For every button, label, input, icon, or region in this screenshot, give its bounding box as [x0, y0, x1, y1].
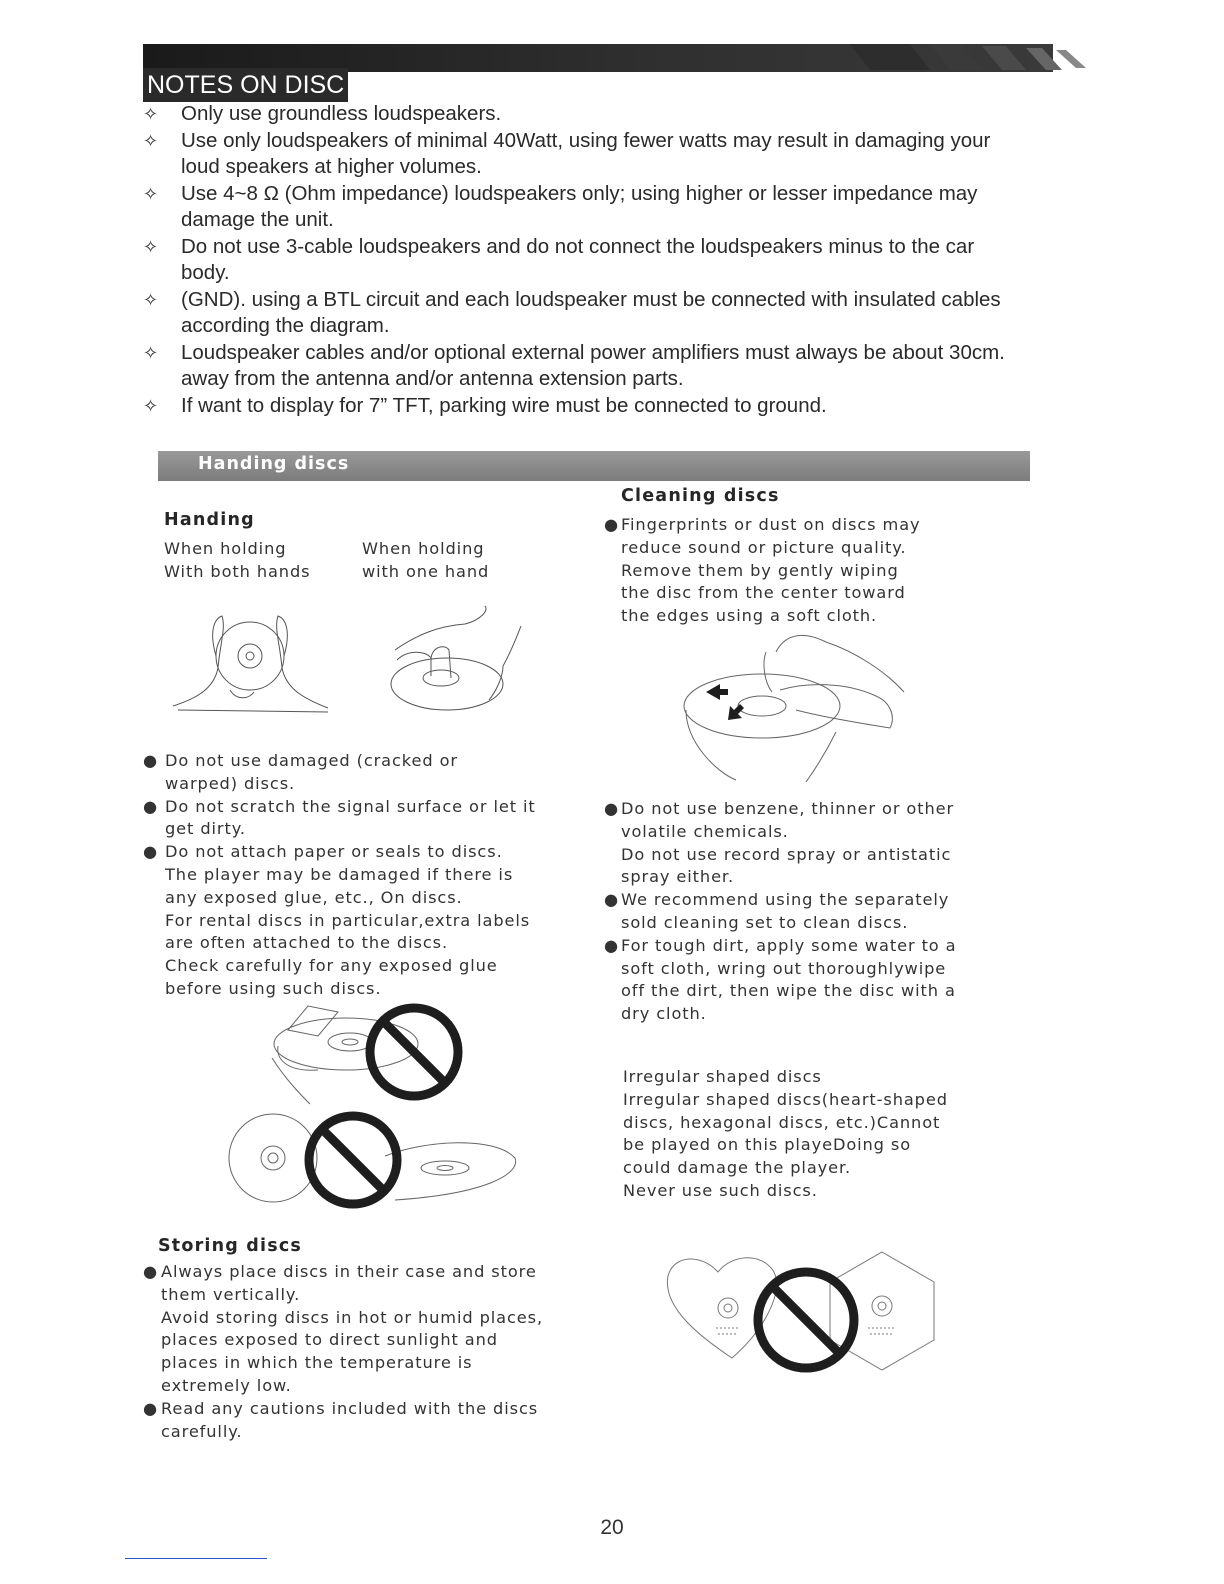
- list-text: warped) discs.: [165, 773, 296, 793]
- bullet-dot-icon: ●: [604, 890, 620, 910]
- list-text: are often attached to the discs.: [165, 933, 449, 953]
- cleaning-intro: [604, 514, 1024, 628]
- four-point-star-icon: ✧: [143, 395, 159, 416]
- handing-heading: Handing: [164, 510, 255, 530]
- note-item: [143, 181, 1098, 234]
- handing-bullets: [143, 750, 613, 1001]
- note-text: Loudspeaker cables and/or optional external power amplifiers must always be about 30cm.: [181, 340, 1005, 364]
- list-text: places exposed to direct sunlight and: [161, 1330, 498, 1350]
- list-text: get dirty.: [165, 819, 246, 839]
- note-text: (GND). using a BTL circuit and each loudspeaker must be connected with insulated cables: [181, 287, 1001, 311]
- list-text: Do not use record spray or antistatic: [621, 844, 952, 864]
- list-text: carefully.: [161, 1421, 243, 1441]
- paragraph-line: discs, hexagonal discs, etc.)Cannot: [623, 1112, 941, 1132]
- bullet-dot-icon: ●: [604, 515, 620, 534]
- section-title: Handing discs: [198, 454, 350, 474]
- paragraph-line: Irregular shaped discs: [623, 1067, 822, 1086]
- list-item: [143, 796, 613, 842]
- list-text: dry cloth.: [621, 1004, 707, 1024]
- list-text: volatile chemicals.: [621, 821, 789, 841]
- irregular-discs-prohibited-illustration: [662, 1248, 942, 1378]
- note-item: [143, 128, 1098, 181]
- one-hand-disc-illustration: [385, 606, 535, 718]
- prohibit-icon: [370, 1008, 458, 1096]
- list-item: [143, 841, 613, 1001]
- paragraph-line: be played on this playeDoing so: [623, 1135, 912, 1155]
- list-text: Check carefully for any exposed glue: [165, 956, 498, 976]
- list-text: sold cleaning set to clean discs.: [621, 912, 909, 932]
- list-text: before using such discs.: [165, 978, 382, 998]
- note-text: Only use groundless loudspeakers.: [181, 102, 502, 125]
- list-item: [604, 889, 1024, 935]
- note-text: away from the antenna and/or antenna extension parts.: [181, 367, 684, 390]
- bullet-dot-icon: ●: [143, 842, 159, 862]
- both-hands-caption: [164, 538, 310, 584]
- header-stripes-decoration: [850, 40, 1090, 80]
- list-text: Do not use benzene, thinner or other: [621, 799, 955, 818]
- list-text: places in which the temperature is: [161, 1353, 473, 1373]
- prohibit-icon: [309, 1116, 397, 1204]
- section-band-handing-discs: [158, 451, 1030, 481]
- storing-heading: Storing discs: [158, 1236, 303, 1256]
- list-item: [604, 935, 1024, 1026]
- irregular-discs-text: [623, 1066, 1043, 1203]
- list-text: For rental discs in particular,extra labels: [165, 910, 531, 930]
- list-item: [143, 1261, 613, 1398]
- list-item: [143, 750, 613, 796]
- note-text: loud speakers at higher volumes.: [181, 155, 482, 178]
- list-text: the disc from the center toward: [621, 583, 906, 603]
- list-text: Avoid storing discs in hot or humid places,: [161, 1307, 544, 1327]
- note-text: If want to display for 7” TFT, parking wire must be connected to ground.: [181, 393, 827, 417]
- list-item: [604, 514, 1024, 628]
- list-text: Do not scratch the signal surface or let it: [165, 796, 536, 816]
- paragraph-line: Irregular shaped discs(heart-shaped: [623, 1089, 948, 1109]
- list-text: Read any cautions included with the discs: [161, 1398, 539, 1418]
- paragraph-line: Never use such discs.: [623, 1180, 818, 1200]
- list-text: Remove them by gently wiping: [621, 560, 899, 580]
- note-text: Use only loudspeakers of minimal 40Watt, using fewer watts may result in damaging your: [181, 128, 991, 152]
- list-text: extremely low.: [161, 1375, 292, 1395]
- bullet-dot-icon: ●: [604, 799, 620, 818]
- list-text: Always place discs in their case and store: [161, 1262, 537, 1281]
- list-text: Do not use damaged (cracked or: [165, 751, 458, 770]
- list-text: For tough dirt, apply some water to a: [621, 935, 957, 955]
- four-point-star-icon: ✧: [143, 236, 159, 257]
- cleaning-heading: Cleaning discs: [621, 486, 780, 506]
- bullet-dot-icon: ●: [143, 796, 159, 816]
- note-item: [143, 340, 1098, 393]
- four-point-star-icon: ✧: [143, 183, 159, 204]
- list-text: The player may be damaged if there is: [165, 864, 514, 884]
- bullet-dot-icon: ●: [604, 935, 620, 955]
- four-point-star-icon: ✧: [143, 104, 159, 124]
- page-number: 20: [600, 1516, 624, 1539]
- list-text: Do not attach paper or seals to discs.: [165, 842, 503, 862]
- four-point-star-icon: ✧: [143, 289, 159, 310]
- both-hands-disc-illustration: [168, 608, 338, 718]
- bullet-dot-icon: ●: [143, 751, 159, 770]
- caption-line: With both hands: [164, 561, 311, 581]
- four-point-star-icon: ✧: [143, 130, 159, 151]
- list-text: any exposed glue, etc., On discs.: [165, 887, 463, 907]
- caption-line: When holding: [164, 539, 287, 558]
- note-text: damage the unit.: [181, 208, 334, 231]
- list-text: Fingerprints or dust on discs may: [621, 515, 921, 534]
- note-item: [143, 287, 1098, 340]
- list-item: [604, 798, 1024, 889]
- list-text: spray either.: [621, 867, 735, 887]
- page-title: NOTES ON DISC: [143, 68, 348, 102]
- note-text: according the diagram.: [181, 314, 390, 337]
- note-item: [143, 393, 1098, 420]
- list-text: off the dirt, then wipe the disc with a: [621, 981, 956, 1001]
- list-item: [143, 1398, 613, 1444]
- bullet-dot-icon: ●: [143, 1262, 159, 1281]
- paragraph-line: could damage the player.: [623, 1158, 852, 1178]
- notes-list: [143, 101, 1098, 419]
- four-point-star-icon: ✧: [143, 342, 159, 363]
- note-text: body.: [181, 261, 230, 284]
- labeled-disc-prohibited-illustration: [258, 1000, 468, 1110]
- list-text: them vertically.: [161, 1284, 301, 1304]
- prohibit-icon: [758, 1272, 854, 1368]
- list-text: We recommend using the separately: [621, 890, 950, 910]
- storing-bullets: [143, 1261, 613, 1443]
- caption-line: with one hand: [362, 561, 490, 581]
- note-item: [143, 234, 1098, 287]
- note-item: [143, 101, 1098, 128]
- note-text: Do not use 3-cable loudspeakers and do not connect the loudspeakers minus to the car: [181, 234, 975, 258]
- list-text: reduce sound or picture quality.: [621, 537, 907, 557]
- arrow-down-left-icon: [728, 704, 744, 720]
- caption-line: When holding: [362, 539, 485, 558]
- note-text: Use 4~8 Ω (Ohm impedance) loudspeakers only; using higher or lesser impedance may: [181, 181, 978, 205]
- list-text: the edges using a soft cloth.: [621, 606, 878, 626]
- cleaning-bullets: [604, 798, 1024, 1026]
- arrow-left-icon: [706, 684, 728, 700]
- footer-rule: [125, 1558, 267, 1559]
- list-text: soft cloth, wring out thoroughlywipe: [621, 958, 947, 978]
- wiping-disc-illustration: [676, 632, 912, 782]
- one-hand-caption: [362, 538, 489, 584]
- warped-disc-prohibited-illustration: [225, 1108, 525, 1214]
- bullet-dot-icon: ●: [143, 1398, 159, 1418]
